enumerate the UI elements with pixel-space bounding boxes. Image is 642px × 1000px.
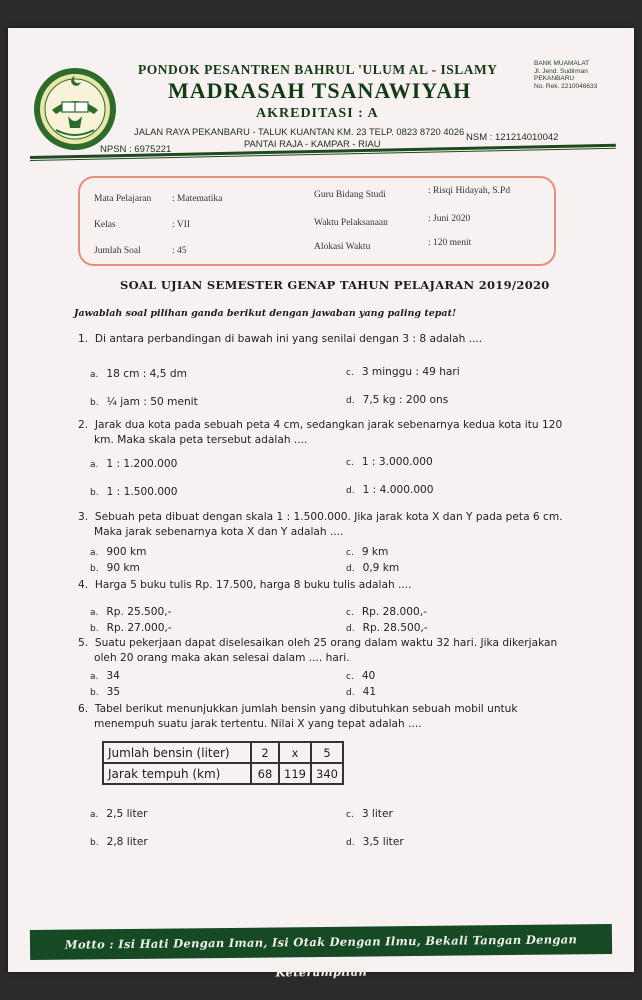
exam-date-value: : Juni 2020 (428, 214, 471, 224)
q4-option-d: d. Rp. 28.500,- (346, 622, 428, 634)
question-1: 1. Di antara perbandingan di bawah ini yang senilai dengan 3 : 8 adalah .... (78, 333, 483, 345)
bank-info: BANK MUAMALAT Jl. Jend. Sudirman PEKANBARU No. Rek. 2210046633 (534, 60, 598, 90)
q1-option-b: b. ¼ jam : 50 menit (90, 396, 198, 408)
subject-value: : Matematika (172, 194, 223, 204)
table-row-label: Jarak tempuh (km) (103, 763, 251, 784)
npsn: NPSN : 6975221 (100, 144, 172, 155)
exam-date-label: Waktu Pelaksanaan (314, 218, 388, 228)
q3-option-d: d. 0,9 km (346, 562, 400, 574)
school-name: PONDOK PESANTREN BAHRUL 'ULUM AL - ISLAMY (138, 62, 498, 77)
q1-option-d: d. 7,5 kg : 200 ons (346, 394, 449, 406)
q5-option-d: d. 41 (346, 686, 377, 698)
q3-option-c: c. 9 km (346, 546, 389, 558)
q5-option-b: b. 35 (90, 686, 121, 698)
q2-option-b: b. 1 : 1.500.000 (90, 486, 178, 498)
address-line-2: PANTAI RAJA - KAMPAR - RIAU (244, 138, 381, 149)
question-5: 5. Suatu pekerjaan dapat diselesaikan oleh 25 orang dalam waktu 32 hari. Jika dikerjakan oleh 20 orang maka akan selesai dalam .... hari. (78, 637, 558, 664)
q6-option-c: c. 3 liter (346, 808, 393, 820)
q6-option-a: a. 2,5 liter (90, 808, 148, 820)
duration-value: : 120 menit (428, 238, 472, 248)
exam-instruction: Jawablah soal pilihan ganda berikut dengan jawaban yang paling tepat! (74, 308, 457, 319)
q5-option-a: a. 34 (90, 670, 120, 682)
class-value: : VII (172, 220, 191, 230)
class-label: Kelas (94, 220, 116, 230)
madrasah-name: MADRASAH TSANAWIYAH (168, 78, 472, 103)
nsm: NSM : 121214010042 (466, 132, 559, 143)
q2-option-d: d. 1 : 4.000.000 (346, 484, 434, 496)
fuel-distance-table (102, 741, 344, 785)
table-cell: 5 (311, 742, 343, 763)
address-line-1: JALAN RAYA PEKANBARU - TALUK KUANTAN KM. 23 TELP. 0823 8720 4026 (134, 126, 465, 137)
q3-option-b: b. 90 km (90, 562, 140, 574)
q1-option-a: a. 18 cm : 4,5 dm (90, 368, 187, 380)
q5-option-c: c. 40 (346, 670, 376, 682)
subject-label: Mata Pelajaran (94, 194, 152, 204)
question-count-label: Jumlah Soal (94, 246, 141, 256)
table-row (103, 742, 343, 763)
table-row-label: Jumlah bensin (liter) (103, 742, 251, 763)
q4-option-c: c. Rp. 28.000,- (346, 606, 427, 618)
table-cell: 2 (251, 742, 279, 763)
q4-option-a: a. Rp. 25.500,- (90, 606, 172, 618)
question-3: 3. Sebuah peta dibuat dengan skala 1 : 1.500.000. Jika jarak kota X dan Y pada peta 6 cm. Maka jarak sebenarnya kota X dan Y adalah .... (78, 511, 563, 538)
question-6: 6. Tabel berikut menunjukkan jumlah bensin yang dibutuhkan sebuah mobil untuk menempuh suatu jarak tertentu. Nilai X yang tepat adalah .... (78, 703, 518, 730)
q4-option-b: b. Rp. 27.000,- (90, 622, 172, 634)
table-cell: 68 (251, 763, 279, 784)
duration-label: Alokasi Waktu (314, 242, 371, 252)
table-cell: x (279, 742, 311, 763)
q2-option-c: c. 1 : 3.000.000 (346, 456, 433, 468)
q2-option-a: a. 1 : 1.200.000 (90, 458, 178, 470)
table-cell: 340 (311, 763, 343, 784)
question-4: 4. Harga 5 buku tulis Rp. 17.500, harga 8 buku tulis adalah .... (78, 579, 412, 591)
question-count-value: : 45 (172, 246, 187, 256)
school-logo-emblem (32, 66, 118, 152)
exam-title: SOAL UJIAN SEMESTER GENAP TAHUN PELAJARAN 2019/2020 (120, 278, 550, 292)
question-2: 2. Jarak dua kota pada sebuah peta 4 cm, sedangkan jarak sebenarnya kedua kota itu 120 km. Maka skala peta tersebut adalah .... (78, 419, 563, 446)
teacher-label: Guru Bidang Studi (314, 190, 386, 200)
q1-option-c: c. 3 minggu : 49 hari (346, 366, 460, 378)
accreditation: AKREDITASI : A (256, 106, 379, 121)
exam-paper (8, 28, 634, 980)
q3-option-a: a. 900 km (90, 546, 147, 558)
teacher-value: : Risqi Hidayah, S.Pd (428, 186, 511, 196)
school-motto-banner: Motto : Isi Hati Dengan Iman, Isi Otak Dengan Ilmu, Bekali Tangan Dengan Keterampilan (30, 924, 612, 960)
q6-option-b: b. 2,8 liter (90, 836, 148, 848)
table-cell: 119 (279, 763, 311, 784)
table-row (103, 763, 343, 784)
q6-option-d: d. 3,5 liter (346, 836, 404, 848)
